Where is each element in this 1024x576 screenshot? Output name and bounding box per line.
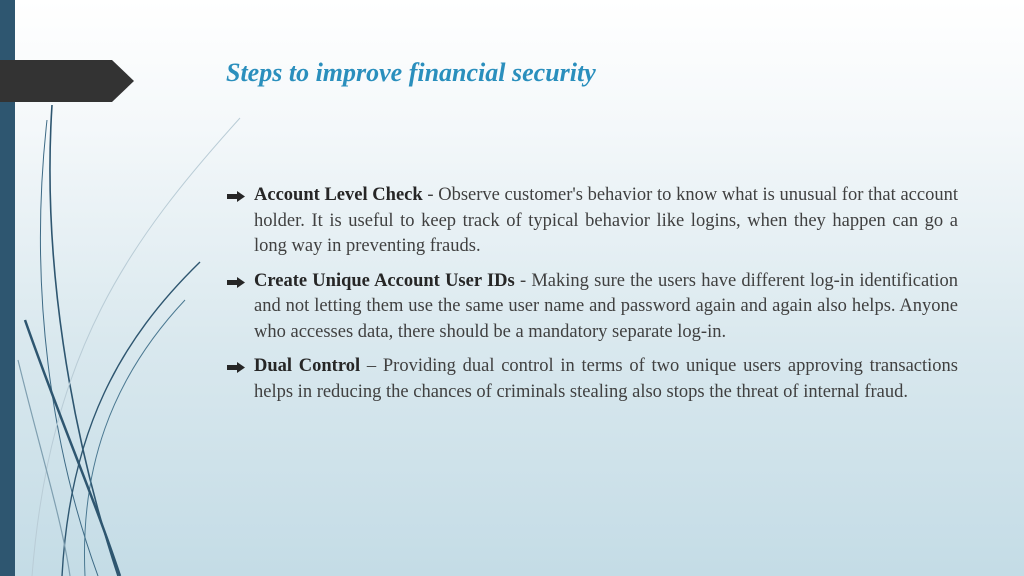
bullet-heading: Dual Control [254,356,361,376]
arrow-right-icon [227,362,245,373]
bullet-dual-control [226,354,958,405]
bullet-text: Providing dual control in terms of two unique users approving transactions helps in reducing the chances of criminals stealing also stops the threat of internal fraud. [254,356,958,402]
slide-title: Steps to improve financial security [226,58,596,87]
bullet-unique-user-ids [226,269,958,346]
arrow-right-icon [227,277,245,288]
bullet-separator: - [422,185,439,205]
bullet-heading: Account Level Check [254,185,423,205]
bullet-separator: - [514,270,532,291]
bullet-separator: – [360,356,383,376]
arrow-right-icon [227,191,245,202]
bullet-text: Observe customer's behavior to know what is unusual for that account holder. It is useful to keep track of typical behavior like logins, when they happen can go a long way in preventing frauds. [254,185,958,256]
bullet-list [226,183,958,414]
bullet-text: Making sure the users have different log-in identification and not letting them use the same user name and password again and again also helps. Anyone who accesses data, there should be a mandatory separate log-in. [254,270,959,342]
bullet-heading: Create Unique Account User IDs [254,270,515,291]
title-tab-arrow [0,60,134,102]
bullet-account-level-check [226,183,958,260]
